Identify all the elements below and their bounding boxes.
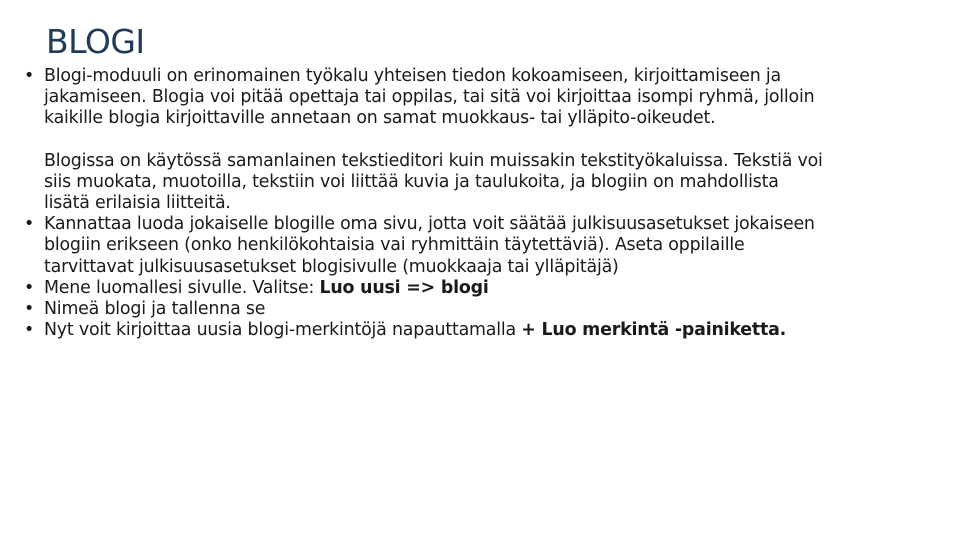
bullet-item-5 bbox=[24, 320, 824, 341]
bullet-text-5: Nyt voit kirjoittaa uusia blogi-merkintöjä napauttamalla bbox=[44, 320, 522, 341]
bullet-bold-5: + Luo merkintä -painiketta. bbox=[521, 320, 787, 341]
bullet-text-3: Mene luomallesi sivulle. Valitse: bbox=[44, 277, 320, 298]
slide-content bbox=[24, 66, 824, 341]
bullet-item-1 bbox=[24, 66, 824, 130]
bullet-text-2: Kannattaa luoda jokaiselle blogille oma sivu, jotta voit säätää julkisuusasetukset jokaiseen blogiin erikseen (onko henkilökohtaisia vai ryhmittäin täytettäviä). Aseta oppilaille tarvittavat julkisuusasetukset blogisivulle (muokkaaja tai ylläpitäjä) bbox=[44, 214, 815, 277]
bullet-marker: • bbox=[24, 320, 35, 341]
bullet-marker: • bbox=[24, 299, 35, 320]
bullet-text-4: Nimeä blogi ja tallenna se bbox=[44, 299, 266, 320]
editor-paragraph: Blogissa on käytössä samanlainen tekstieditori kuin muissakin tekstityökaluissa. Tekstiä voi siis muokata, muotoilla, tekstiin voi liittää kuvia ja taulukoita, ja blogiin on mahdollista lisätä erilaisia liitteitä. bbox=[44, 150, 823, 214]
slide-title: BLOGI bbox=[46, 22, 145, 61]
spacer bbox=[24, 130, 824, 151]
bullet-bold-3: Luo uusi => blogi bbox=[319, 277, 489, 298]
bullet-item-3 bbox=[24, 278, 824, 299]
bullet-item-4 bbox=[24, 299, 824, 320]
bullet-text-1: Blogi-moduuli on erinomainen työkalu yhteisen tiedon kokoamiseen, kirjoittamiseen ja jakamiseen. Blogia voi pitää opettaja tai oppilas, tai sitä voi kirjoittaa isompi ryhmä, jolloin kaikille blogia kirjoittaville annetaan on samat muokkaus- tai ylläpito-oikeudet. bbox=[44, 66, 815, 129]
bullet-marker: • bbox=[24, 214, 35, 235]
bullet-marker: • bbox=[24, 277, 35, 298]
bullet-item-2 bbox=[24, 214, 824, 278]
bullet-marker: • bbox=[24, 66, 35, 86]
